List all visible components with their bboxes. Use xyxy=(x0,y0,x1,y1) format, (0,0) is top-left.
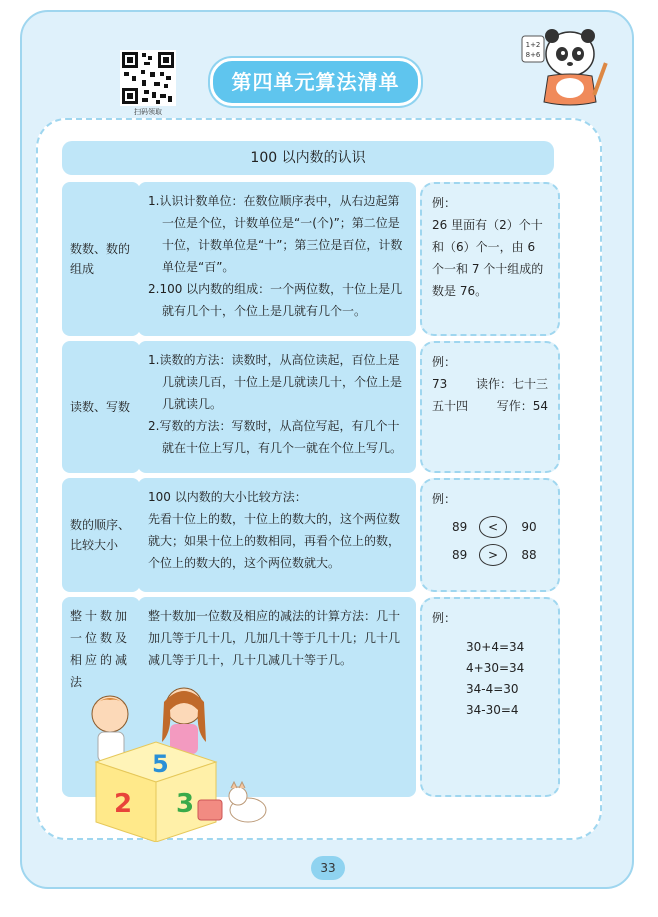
compare-sign: < xyxy=(479,516,508,538)
row-example-compare xyxy=(420,478,560,592)
row-example-read-write xyxy=(420,341,560,473)
svg-text:3: 3 xyxy=(176,789,195,819)
content-title: 100 以内数的大小比较方法： xyxy=(148,490,307,504)
compare-left: 89 xyxy=(452,548,468,562)
row-label-addition: 整十数加一位数及相应的减法 xyxy=(62,597,140,797)
content-paragraph: 2.写数的方法：写数时，从高位写起，有几个十就在十位上写几，有几个一就在个位上写几。 xyxy=(148,419,403,455)
example-heading: 例： xyxy=(432,355,457,369)
compare-right: 90 xyxy=(521,520,537,534)
comparison-row xyxy=(452,516,548,538)
section-title: 100 以内数的认识 xyxy=(62,141,554,175)
content-paragraph: 1.认识计数单位：在数位顺序表中，从右边起第一位是个位，计数单位是“一(个)”；第二位是十位，计数单位是“十”；第三位是百位，计数单位是“百”。 xyxy=(148,194,403,274)
row-content-read-write xyxy=(138,341,416,473)
kids-number-cube-illustration xyxy=(66,682,296,842)
compare-left: 89 xyxy=(452,520,468,534)
equation-list xyxy=(466,637,548,721)
compare-sign: > xyxy=(479,544,508,566)
equation: 4+30=34 xyxy=(466,661,525,675)
row-example-addition xyxy=(420,597,560,797)
content-paragraph: 1.读数的方法：读数时，从高位读起，百位上是几就读几百，十位上是几就读几十，个位上是几就读几。 xyxy=(148,353,403,411)
comparison-row xyxy=(452,544,548,566)
svg-text:5: 5 xyxy=(152,750,169,778)
row-label-composition: 数数、数的组成 xyxy=(62,182,140,336)
page-number: 33 xyxy=(311,856,345,880)
example-heading: 例： xyxy=(432,196,457,210)
row-content-composition xyxy=(138,182,416,336)
equation: 30+4=34 xyxy=(466,640,525,654)
qr-code-icon xyxy=(120,50,176,106)
example-reading: 读作：七十三 xyxy=(475,377,548,391)
example-line xyxy=(432,373,548,395)
qr-caption: 扫码领取 xyxy=(134,108,162,116)
content-paragraph: 2.100 以内数的组成：一个两位数，十位上是几就有几个十，个位上是几就有几个一。 xyxy=(148,282,403,318)
row-example-composition xyxy=(420,182,560,336)
equation: 34-4=30 xyxy=(466,682,519,696)
svg-text:8+6: 8+6 xyxy=(525,51,541,59)
equation: 34-30=4 xyxy=(466,703,519,717)
row-content-compare xyxy=(138,478,416,592)
svg-text:1+2: 1+2 xyxy=(525,41,541,49)
example-line xyxy=(432,395,548,417)
example-heading: 例： xyxy=(432,611,457,625)
svg-text:2: 2 xyxy=(114,789,133,819)
content-paragraph: 整十数加一位数及相应的减法的计算方法：几十加几等于几十几，几加几十等于几十几；几十几减几等于几十，几十几减几十等于几。 xyxy=(148,609,401,667)
example-text: 26 里面有（2）个十和（6）个一，由 6 个一和 7 个十组成的数是 76。 xyxy=(432,218,544,298)
unit-title: 第四单元算法清单 xyxy=(210,58,421,106)
content-paragraph: 先看十位上的数，十位上的数大的，这个两位数就大；如果十位上的数相同，再看个位上的数，个位上的数大的，这个两位数就大。 xyxy=(148,512,401,570)
example-number: 五十四 xyxy=(432,399,469,413)
row-label-read-write: 读数、写数 xyxy=(62,341,140,473)
compare-right: 88 xyxy=(521,548,537,562)
example-writing: 写作：54 xyxy=(496,399,548,413)
example-number: 73 xyxy=(432,377,448,391)
row-label-compare: 数的顺序、比较大小 xyxy=(62,478,140,592)
panda-mascot-icon xyxy=(518,22,614,112)
example-heading: 例： xyxy=(432,492,457,506)
